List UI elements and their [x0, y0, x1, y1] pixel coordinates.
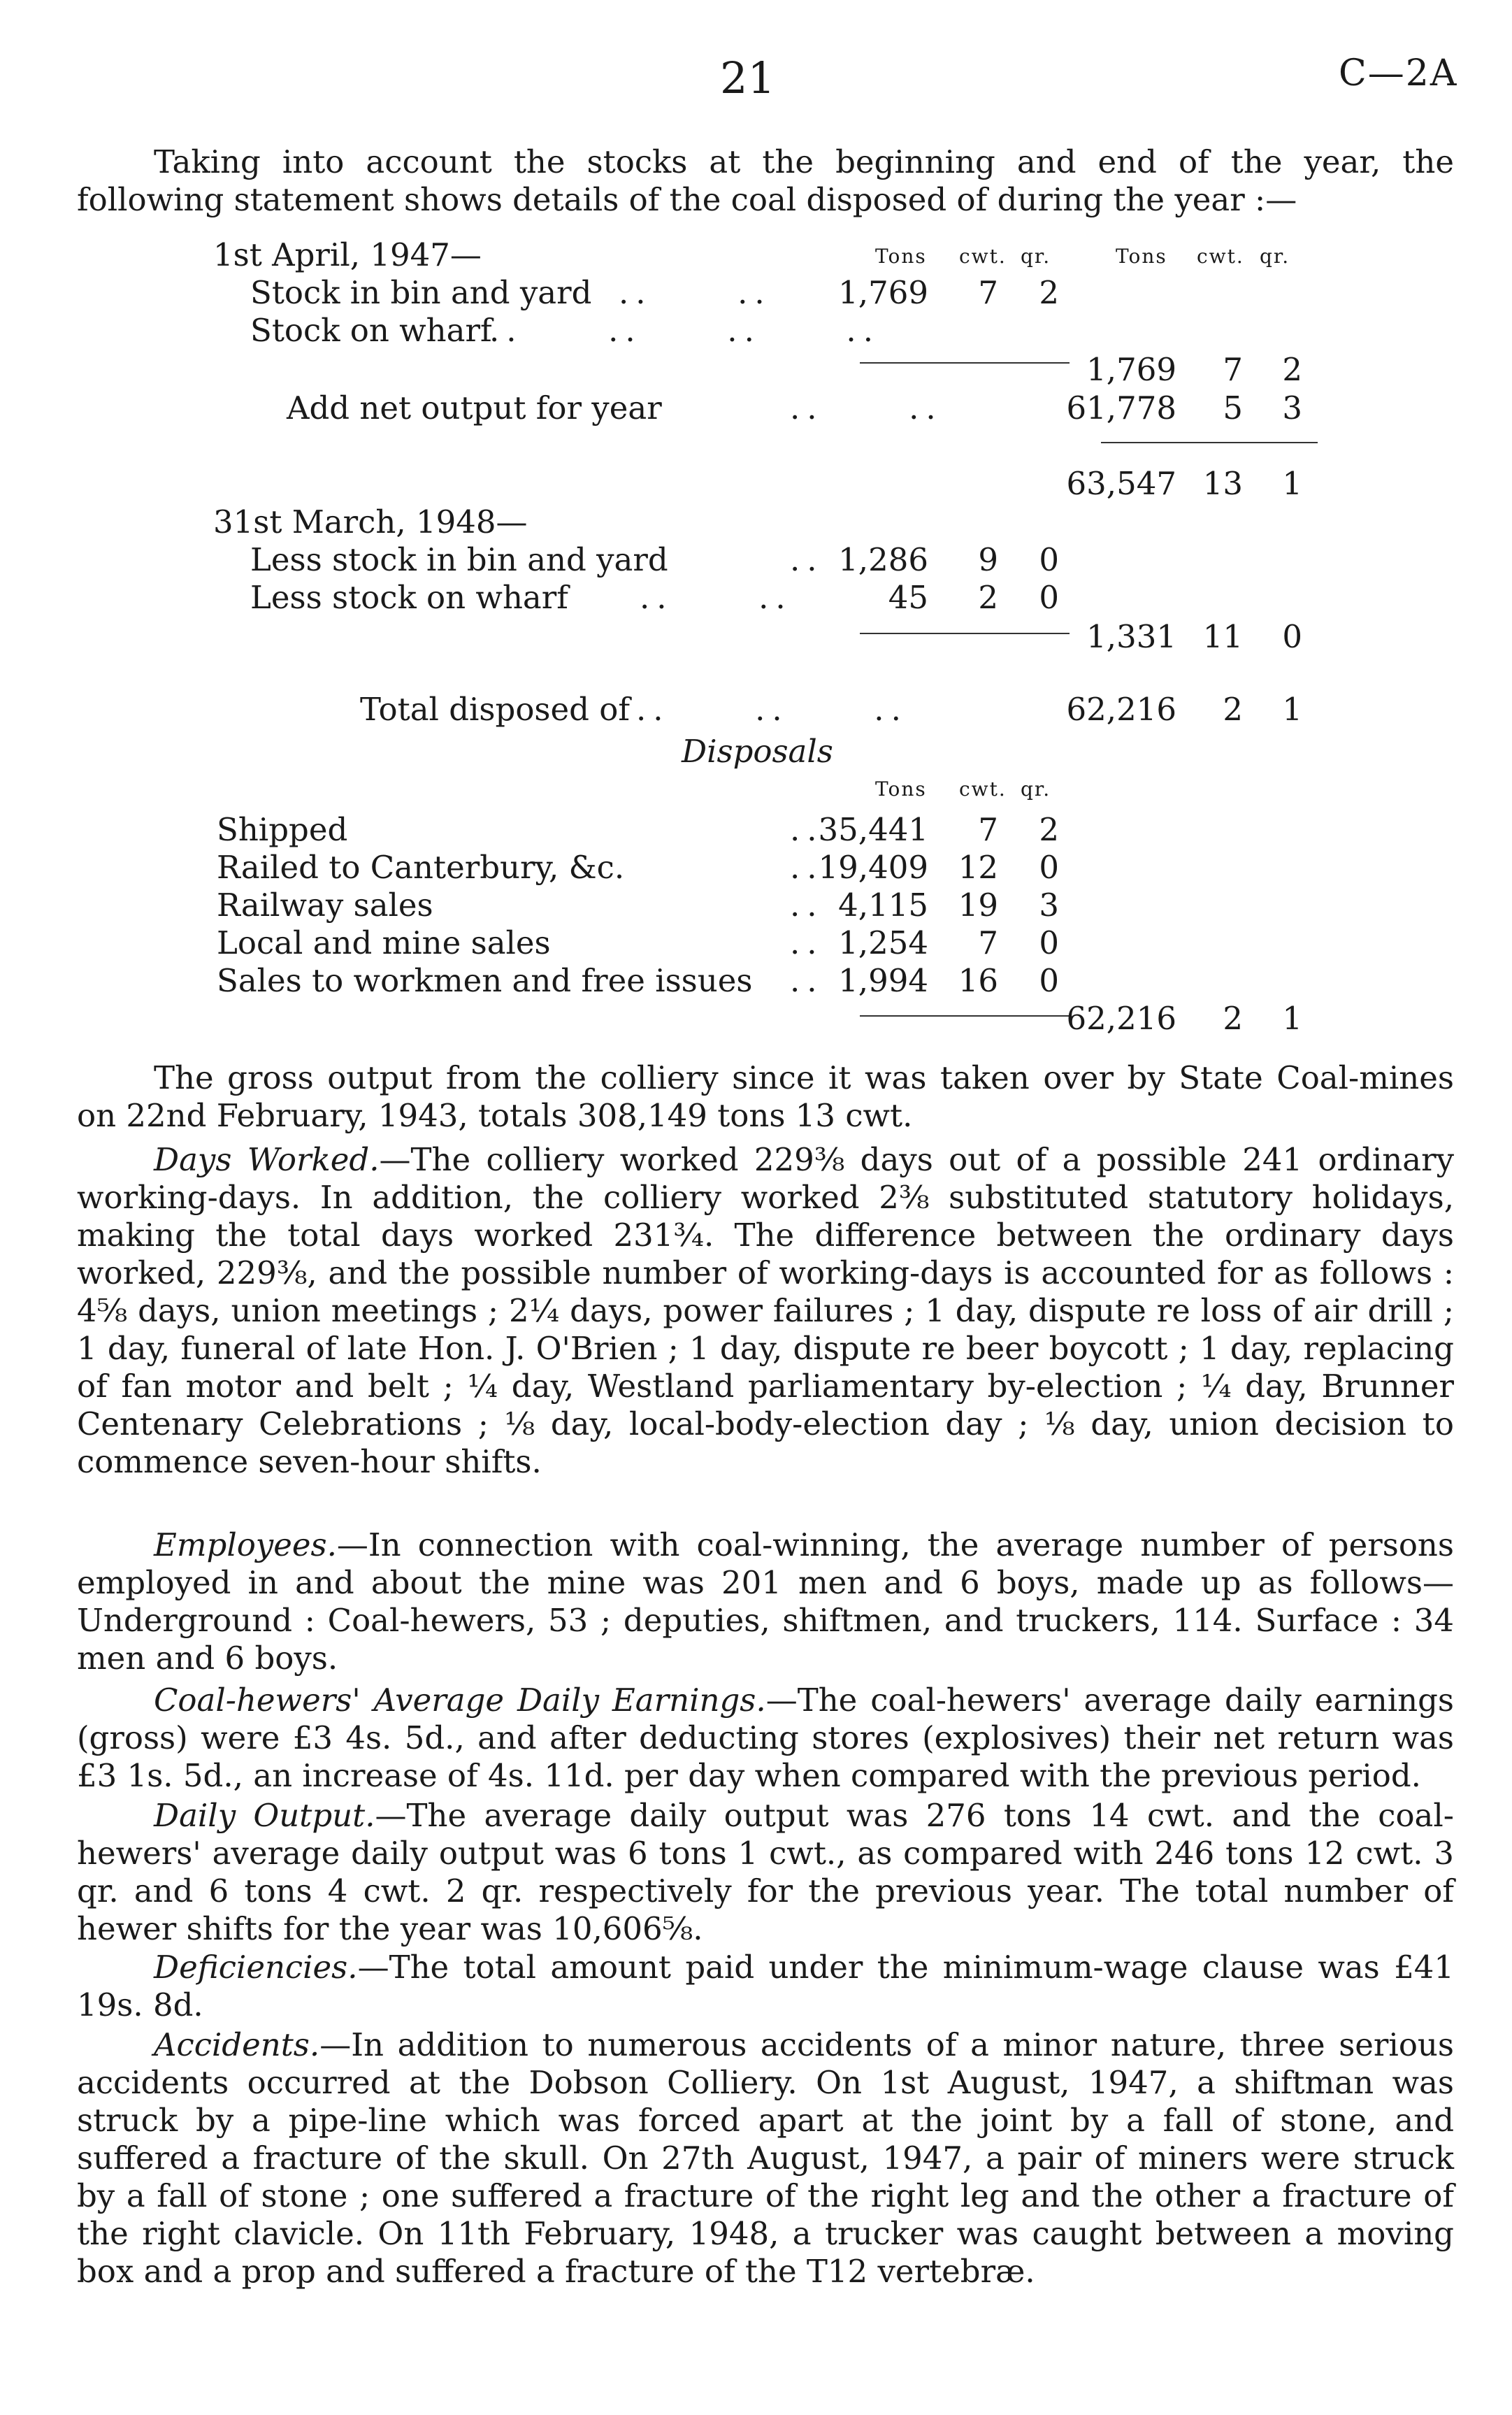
col-header-tons-2: Tons — [1116, 245, 1167, 268]
less-wharf-qr: 0 — [1039, 579, 1059, 616]
subtotal1-cwt: 7 — [1223, 351, 1243, 388]
disposal-label: Railway sales — [217, 887, 433, 924]
less-wharf-label: Less stock on wharf — [250, 579, 568, 616]
col-header-cwt-1: cwt. — [959, 245, 1007, 268]
less-bin-tons: 1,286 — [838, 541, 928, 578]
employees-paragraph: Employees.—In connection with coal-winning, the average number of persons employed in and about the mine was 201 men and 6 boys, made up as follows—Underground : Coal-hewers, 53 ; deputies, shiftmen, and truckers, 114. Surface : 34 men and 6 boys. — [77, 1526, 1454, 1677]
leader-dots: .. .. — [640, 579, 793, 616]
less-bin-label: Less stock in bin and yard — [250, 541, 668, 578]
less-total-qr: 0 — [1282, 618, 1302, 655]
daily-output-title: Daily Output. — [154, 1797, 375, 1834]
leader-dots: .. .. — [619, 274, 772, 311]
disposal-label: Shipped — [217, 811, 348, 848]
less-total-cwt: 11 — [1202, 618, 1243, 655]
leader-dots: .. — [790, 887, 824, 924]
leader-dots: .. — [790, 811, 824, 848]
deficiencies-title: Deficiencies. — [154, 1949, 358, 1986]
stock-bin-qr: 2 — [1039, 274, 1059, 311]
sum-tons: 63,547 — [1066, 465, 1176, 502]
disposal-tons: 1,254 — [838, 924, 928, 961]
disposal-cwt: 19 — [958, 887, 998, 924]
accidents-title: Accidents. — [154, 2026, 320, 2063]
total-tons: 62,216 — [1066, 691, 1176, 728]
disposal-label: Local and mine sales — [217, 924, 551, 961]
stock-bin-tons: 1,769 — [838, 274, 928, 311]
less-wharf-tons: 45 — [888, 579, 928, 616]
net-output-label: Add net output for year — [287, 389, 662, 427]
disposal-qr: 0 — [1039, 962, 1059, 999]
less-total-tons: 1,331 — [1086, 618, 1176, 655]
sum-cwt: 13 — [1202, 465, 1243, 502]
sum-qr: 1 — [1282, 465, 1302, 502]
days-worked-title: Days Worked. — [154, 1141, 380, 1178]
disp-col-header-cwt: cwt. — [959, 777, 1007, 801]
rule — [860, 1015, 1070, 1017]
gross-output-paragraph: The gross output from the colliery since it was taken over by State Coal-mines on 22nd February, 1943, totals 308,149 tons 13 cwt. — [77, 1059, 1454, 1134]
less-wharf-cwt: 2 — [978, 579, 998, 616]
col-header-tons-1: Tons — [875, 245, 927, 268]
leader-dots: .. — [790, 962, 824, 999]
disposals-total-cwt: 2 — [1223, 1000, 1243, 1037]
disposal-cwt: 12 — [958, 849, 998, 886]
disposal-qr: 3 — [1039, 887, 1059, 924]
disposal-tons: 19,409 — [818, 849, 928, 886]
less-bin-qr: 0 — [1039, 541, 1059, 578]
earnings-title: Coal-hewers' Average Daily Earnings. — [154, 1682, 766, 1719]
col-header-qr-2: qr. — [1260, 245, 1290, 268]
disposal-tons: 4,115 — [838, 887, 928, 924]
employees-title: Employees. — [154, 1526, 337, 1563]
col-header-cwt-2: cwt. — [1197, 245, 1244, 268]
stock-bin-cwt: 7 — [978, 274, 998, 311]
disposal-qr: 0 — [1039, 849, 1059, 886]
stock-wharf-label: Stock on wharf — [250, 312, 492, 349]
disposal-tons: 1,994 — [838, 962, 928, 999]
total-qr: 1 — [1282, 691, 1302, 728]
net-output-qr: 3 — [1282, 389, 1302, 427]
earnings-paragraph: Coal-hewers' Average Daily Earnings.—The coal-hewers' average daily earnings (gross) were £3 4s. 5d., and after deducting stores (explosives) their net return was £3 1s. 5d., an increase of 4s. 11d. per day when compared with the previous period. — [77, 1682, 1455, 1794]
net-output-tons: 61,778 — [1066, 389, 1176, 427]
accidents-paragraph: Accidents.—In addition to numerous accidents of a minor nature, three serious accidents occurred at the Dobson Colliery. On 1st August, 1947, a shiftman was struck by a pipe-line which was forced apart at the joint by a fall of stone, and suffered a fracture of the skull. On 27th August, 1947, a pair of miners were struck by a fall of stone ; one suffered a fracture of the right leg and the other a fracture of the right clavicle. On 11th February, 1948, a trucker was caught between a moving box and a prop and suffered a fracture of the T12 vertebræ. — [77, 2026, 1454, 2290]
disposal-label: Railed to Canterbury, &c. — [217, 849, 625, 886]
leader-dots: .. .. .. — [636, 691, 908, 728]
disposal-tons: 35,441 — [818, 811, 928, 848]
days-worked-paragraph: Days Worked.—The colliery worked 229⅜ days out of a possible 241 ordinary working-days. In addition, the colliery worked 2⅜ substituted statutory holidays, making the total days worked 231¾. The difference between the ordinary days worked, 229⅜, and the possible number of working-days is accounted for as follows : 4⅝ days, union meetings ; 2¼ days, power failures ; 1 day, dispute re loss of air drill ; 1 day, funeral of late Hon. J. O'Brien ; 1 day, dispute re beer boycott ; 1 day, replacing of fan motor and belt ; ¼ day, Westland parliamentary by-election ; ¼ day, Brunner Centenary Celebrations ; ⅛ day, local-body-election day ; ⅛ day, union decision to commence seven-hour shifts. — [77, 1141, 1454, 1480]
intro-paragraph: Taking into account the stocks at the beginning and end of the year, the following statement shows details of the coal disposed of during the year :— — [77, 143, 1454, 218]
total-label: Total disposed of — [360, 691, 630, 728]
disposal-qr: 2 — [1039, 811, 1059, 848]
disposal-cwt: 7 — [978, 811, 998, 848]
deficiencies-paragraph: Deficiencies.—The total amount paid under the minimum-wage clause was £41 19s. 8d. — [77, 1949, 1454, 2023]
disp-col-header-qr: qr. — [1021, 777, 1051, 801]
less-bin-cwt: 9 — [978, 541, 998, 578]
rule — [860, 362, 1070, 364]
disposals-heading: Disposals — [682, 733, 833, 770]
subtotal1-qr: 2 — [1282, 351, 1302, 388]
rule — [860, 633, 1070, 634]
disp-col-header-tons: Tons — [875, 777, 927, 801]
leader-dots: .. — [790, 541, 824, 578]
date-end: 31st March, 1948— — [213, 503, 528, 540]
daily-output-paragraph: Daily Output.—The average daily output was 276 tons 14 cwt. and the coal-hewers' average daily output was 6 tons 1 cwt., as compared with 246 tons 12 cwt. 3 qr. and 6 tons 4 cwt. 2 qr. respectively for the previous year. The total number of hewer shifts for the year was 10,606⅝. — [77, 1797, 1454, 1947]
date-start: 1st April, 1947— — [213, 236, 482, 273]
stock-bin-label: Stock in bin and yard — [250, 274, 592, 311]
disposal-cwt: 16 — [958, 962, 998, 999]
col-header-qr-1: qr. — [1021, 245, 1051, 268]
disposal-label: Sales to workmen and free issues — [217, 962, 753, 999]
leader-dots: .. — [790, 924, 824, 961]
leader-dots: .. .. — [790, 389, 943, 427]
leader-dots: .. — [790, 849, 824, 886]
net-output-cwt: 5 — [1223, 389, 1243, 427]
disposals-total-qr: 1 — [1282, 1000, 1302, 1037]
total-cwt: 2 — [1223, 691, 1243, 728]
document-code: C—2A — [1339, 52, 1458, 94]
disposals-total-tons: 62,216 — [1066, 1000, 1176, 1037]
disposal-qr: 0 — [1039, 924, 1059, 961]
leader-dots: .. .. .. .. — [489, 312, 880, 349]
disposal-cwt: 7 — [978, 924, 998, 961]
subtotal1-tons: 1,769 — [1086, 351, 1176, 388]
rule — [1101, 442, 1318, 443]
page-number: 21 — [720, 52, 775, 103]
